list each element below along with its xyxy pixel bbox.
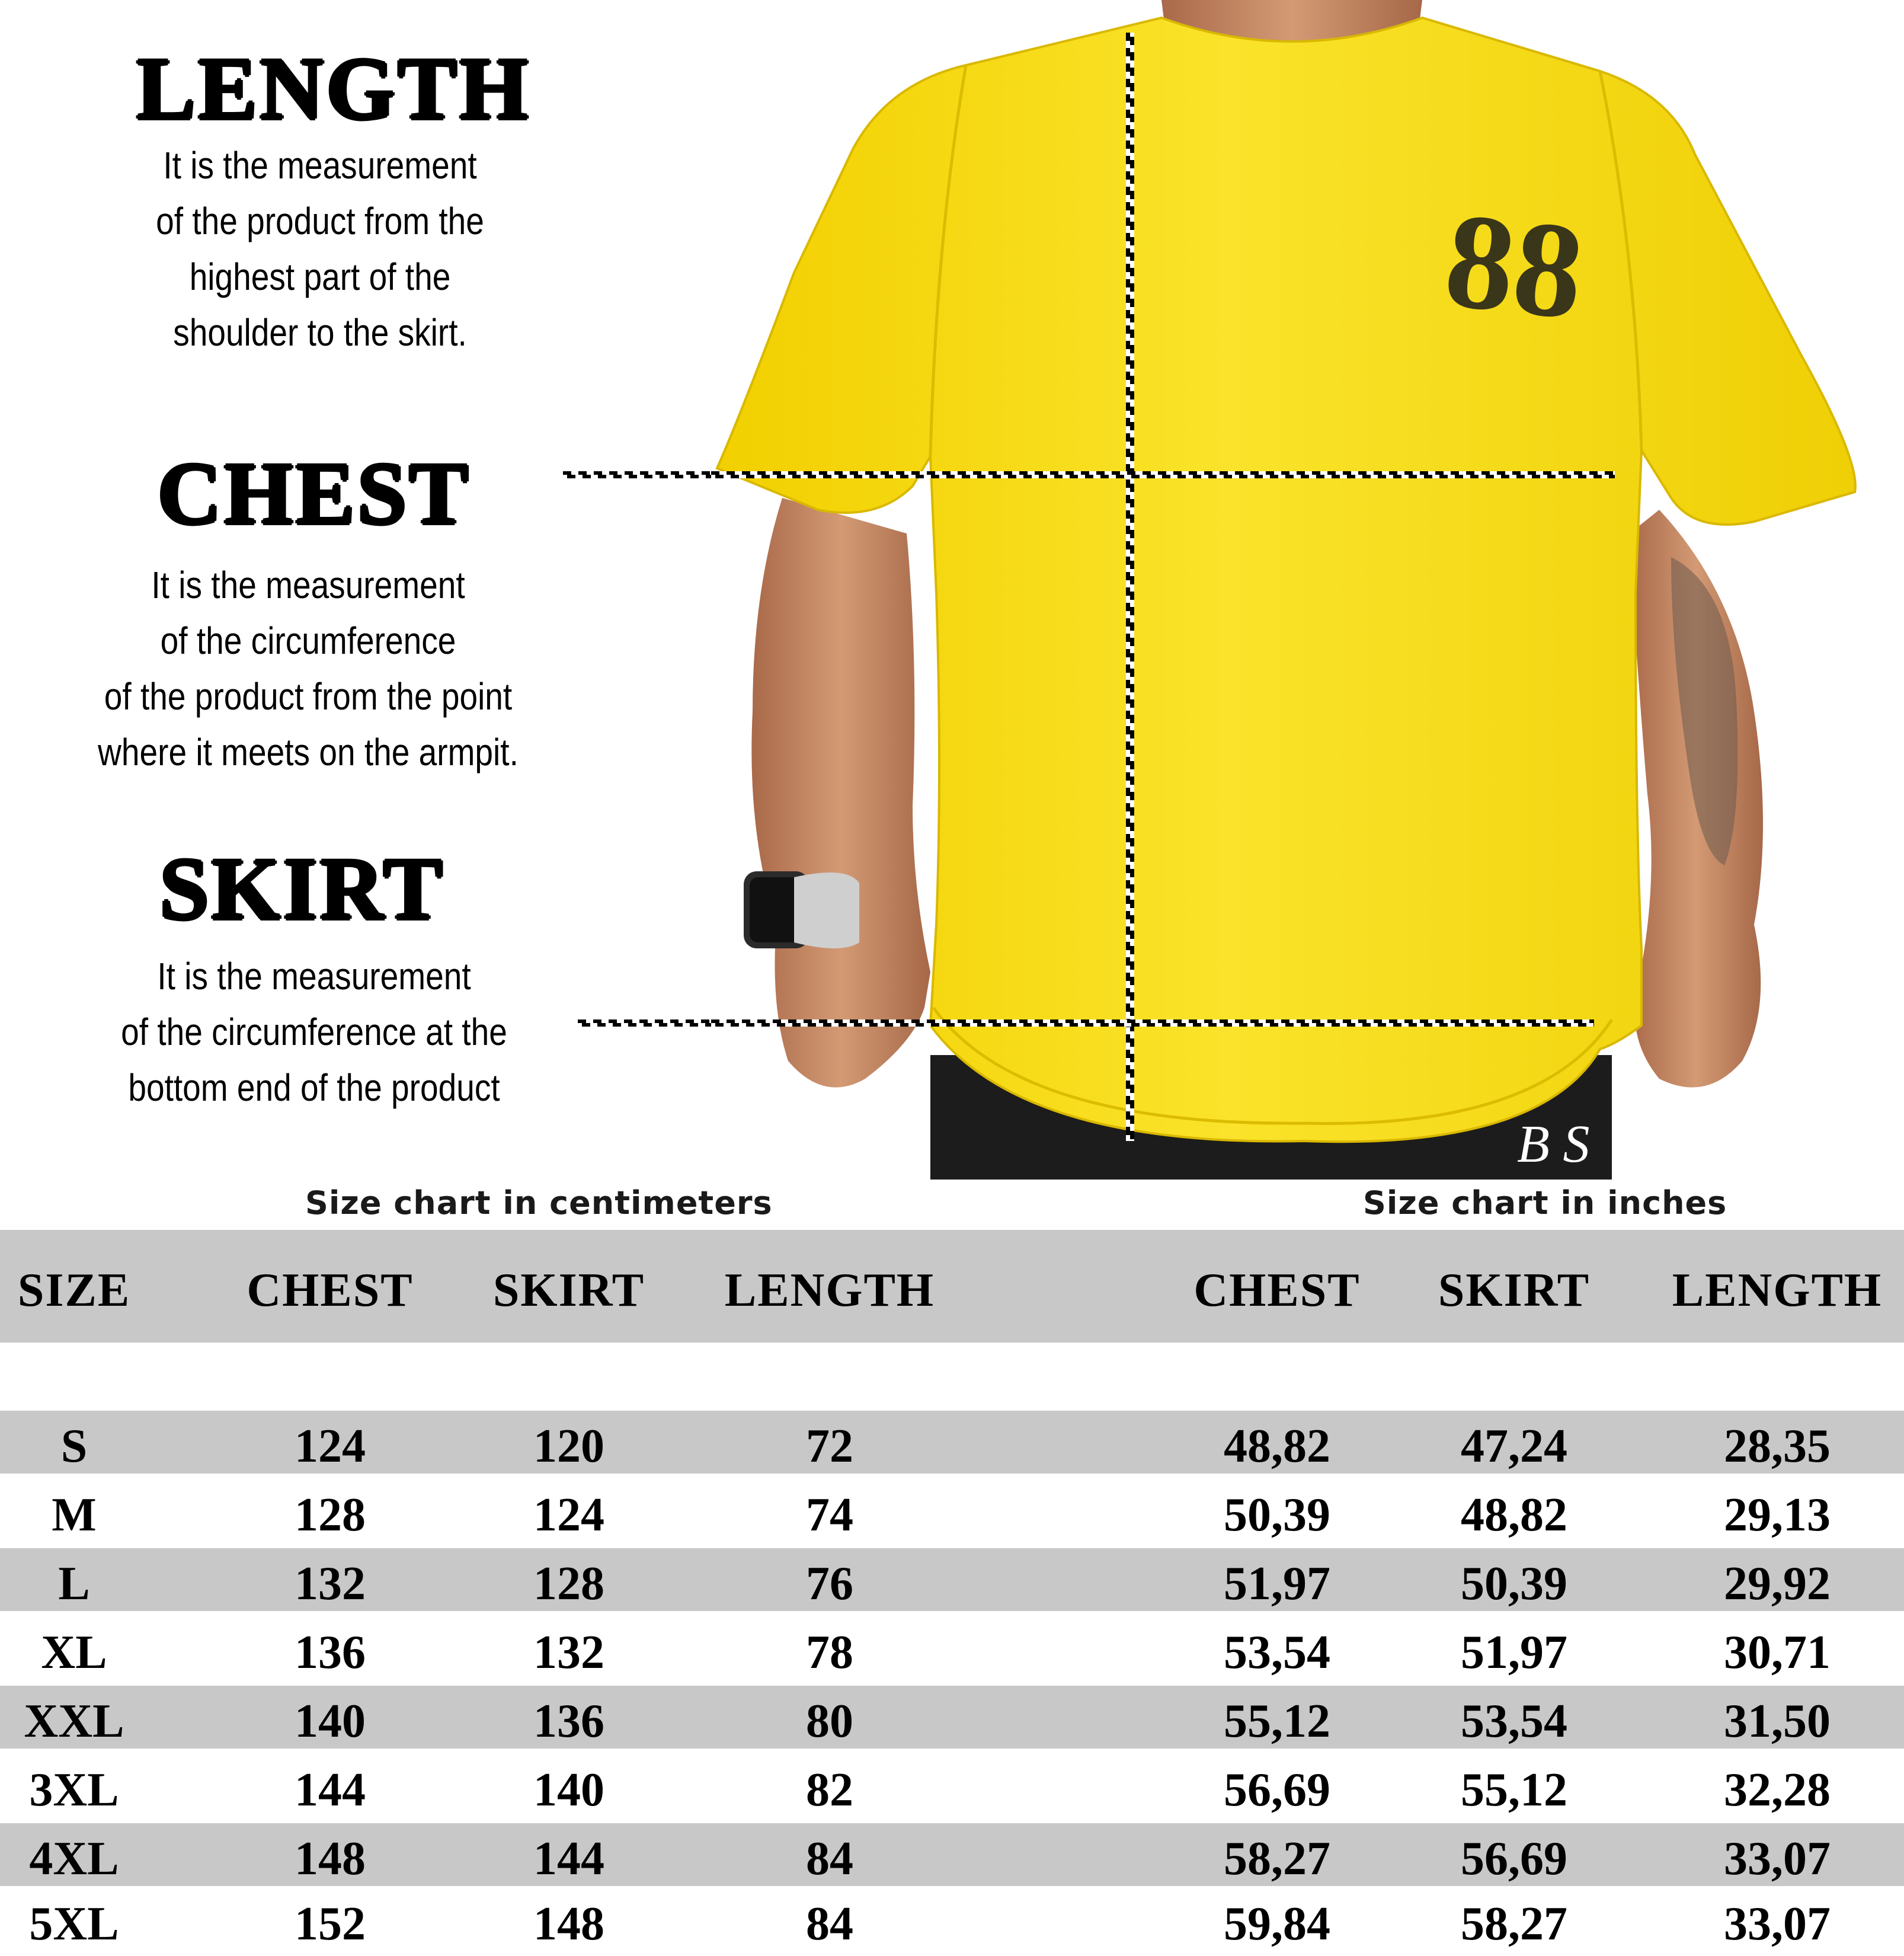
header-chest-cm: CHEST [247,1264,414,1316]
definition-line: highest part of the [189,255,451,298]
definition-line: of the product from the [156,200,484,242]
table-row-band [0,1548,1904,1611]
size-cell: L [58,1558,90,1610]
header-length-in: LENGTH [1672,1264,1883,1316]
length-cm-cell: 76 [806,1558,853,1610]
size-cell: XXL [24,1695,124,1747]
length-cm-cell: 84 [806,1833,853,1885]
skirt-in-cell: 50,39 [1461,1558,1567,1610]
length-cm-cell: 80 [806,1695,853,1747]
length-in-cell: 33,07 [1724,1898,1831,1950]
chest-in-cell: 58,27 [1224,1833,1330,1885]
chest-cm-cell: 132 [295,1558,366,1610]
definition-line: where it meets on the armpit. [98,731,519,774]
shirt-photo [711,0,1904,1180]
chest-cm-cell: 152 [295,1898,366,1950]
skirt-cm-cell: 148 [533,1898,604,1950]
size-cell: 5XL [29,1898,119,1950]
table-row-band [0,1686,1904,1749]
chest-cm-cell: 128 [295,1489,366,1541]
skirt-measure-line-left [578,1019,711,1027]
chest-in-cell: 48,82 [1224,1420,1330,1472]
definition-text-chest [73,557,542,780]
skirt-cm-cell: 132 [533,1626,604,1679]
definition-line: of the product from the point [104,675,513,718]
definition-line: of the circumference [160,619,456,662]
skirt-in-cell: 56,69 [1461,1833,1567,1885]
skirt-cm-cell: 144 [533,1833,604,1885]
skirt-in-cell: 48,82 [1461,1489,1567,1541]
chest-cm-cell: 136 [295,1626,366,1679]
chest-cm-cell: 148 [295,1833,366,1885]
definition-title-length: LENGTH [136,40,531,138]
left-arm [751,498,930,1088]
definition-line: of the circumference at the [121,1011,507,1053]
definition-title-skirt: SKIRT [159,840,445,938]
inch-table-caption: Size chart in inches [1363,1184,1727,1222]
skirt-in-cell: 51,97 [1461,1626,1567,1679]
chest-cm-cell: 124 [295,1420,366,1472]
skirt-in-cell: 47,24 [1461,1420,1567,1472]
skirt-measure-line [711,1019,1594,1027]
length-in-cell: 28,35 [1724,1420,1831,1472]
chest-in-cell: 55,12 [1224,1695,1330,1747]
skirt-in-cell: 58,27 [1461,1898,1567,1950]
shirt-print: 88 [1438,183,1591,349]
definition-line: shoulder to the skirt. [173,311,467,354]
length-cm-cell: 82 [806,1764,853,1816]
length-cm-cell: 74 [806,1489,853,1541]
skirt-cm-cell: 136 [533,1695,604,1747]
chest-measure-line [711,471,1615,478]
skirt-cm-cell: 128 [533,1558,604,1610]
definition-line: It is the measurement [163,144,477,187]
skirt-in-cell: 53,54 [1461,1695,1567,1747]
header-length-cm: LENGTH [724,1264,935,1316]
length-cm-cell: 72 [806,1420,853,1472]
table-row-band [0,1823,1904,1886]
definition-title-chest: CHEST [157,445,471,543]
skirt-cm-cell: 120 [533,1420,604,1472]
length-cm-cell: 84 [806,1898,853,1950]
length-in-cell: 29,13 [1724,1489,1831,1541]
definition-text-skirt [85,948,543,1116]
chest-cm-cell: 144 [295,1764,366,1816]
length-cm-cell: 78 [806,1626,853,1679]
size-cell: S [60,1420,88,1472]
table-row-band [0,1411,1904,1474]
chest-in-cell: 51,97 [1224,1558,1330,1610]
length-in-cell: 29,92 [1724,1558,1831,1610]
cm-table-caption: Size chart in centimeters [305,1184,773,1222]
skirt-in-cell: 55,12 [1461,1764,1567,1816]
definition-text-length [126,138,514,360]
header-size: SIZE [17,1264,131,1316]
definition-line: It is the measurement [157,955,471,998]
length-in-cell: 33,07 [1724,1833,1831,1885]
size-cell: 3XL [29,1764,119,1816]
chest-in-cell: 53,54 [1224,1626,1330,1679]
definition-line: It is the measurement [151,564,465,606]
chest-in-cell: 56,69 [1224,1764,1330,1816]
size-cell: 4XL [29,1833,119,1885]
skirt-cm-cell: 124 [533,1489,604,1541]
chest-cm-cell: 140 [295,1695,366,1747]
chest-measure-line-left [563,471,711,478]
header-chest-in: CHEST [1193,1264,1361,1316]
length-in-cell: 30,71 [1724,1626,1831,1679]
chest-in-cell: 50,39 [1224,1489,1330,1541]
size-cell: XL [41,1626,107,1679]
skirt-cm-cell: 140 [533,1764,604,1816]
waistband-text: B S [1517,1115,1590,1174]
watch-band [794,872,859,948]
length-in-cell: 32,28 [1724,1764,1831,1816]
header-skirt-cm: SKIRT [492,1264,645,1316]
size-cell: M [52,1489,97,1541]
length-in-cell: 31,50 [1724,1695,1831,1747]
chest-in-cell: 59,84 [1224,1898,1330,1950]
definition-line: bottom end of the product [128,1066,500,1109]
shirt-illustration [711,0,1904,1180]
length-measure-line [1126,33,1134,1141]
header-skirt-in: SKIRT [1438,1264,1591,1316]
